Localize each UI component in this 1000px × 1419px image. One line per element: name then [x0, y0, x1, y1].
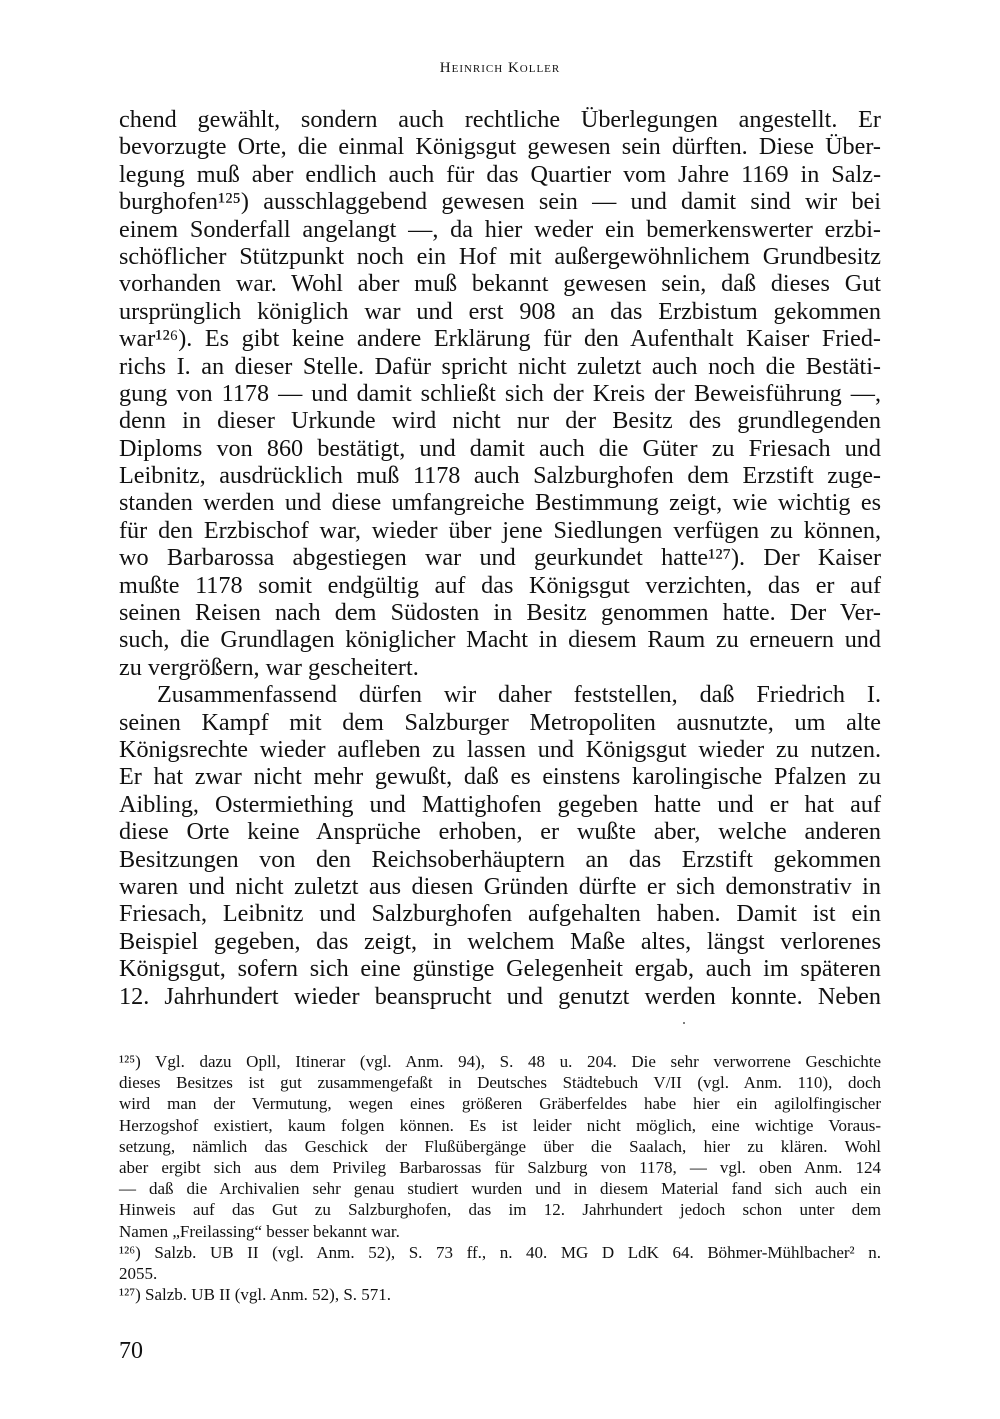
body-text: [119, 106, 881, 1010]
text-line: wo Barbarossa abgestiegen war und geurkundet hatte¹²⁷). Der Kaiser: [119, 544, 881, 572]
text-line: für den Erzbischof war, wieder über jene Siedlungen verfügen zu können,: [119, 516, 881, 544]
footnote-line: ¹²⁵) Vgl. dazu Opll, Itinerar (vgl. Anm. 94), S. 48 u. 204. Die sehr verworrene Geschichte: [119, 1052, 881, 1071]
text-line: vorhanden war. Wohl aber muß bekannt gewesen sein, daß dieses Gut: [119, 270, 881, 298]
text-line: einem Sonderfall angelangt —, da hier weder ein bemerkenswerter erzbi-: [119, 215, 881, 243]
text-line: Königsrechte wieder aufleben zu lassen und Königsgut wieder zu nutzen.: [119, 735, 881, 763]
text-line: chend gewählt, sondern auch rechtliche Überlegungen angestellt. Er: [119, 106, 881, 133]
text-line: Leibnitz, ausdrücklich muß 1178 auch Salzburghofen dem Erzstift zuge-: [119, 462, 881, 490]
text-line: denn in dieser Urkunde wird nicht nur der Besitz des grundlegenden: [119, 407, 881, 435]
text-line: Diploms von 860 bestätigt, und damit auch die Güter zu Friesach und: [119, 434, 881, 462]
footnote-line: dieses Besitzes ist gut zusammengefaßt in Deutsches Städtebuch V/II (vgl. Anm. 110), doch: [119, 1073, 881, 1093]
text-line: standen werden und diese umfangreiche Bestimmung zeigt, wie wichtig es: [119, 489, 881, 517]
footnote-line: ¹²⁶) Salzb. UB II (vgl. Anm. 52), S. 73 ff., n. 40. MG D LdK 64. Böhmer-Mühlbacher² n.: [119, 1242, 881, 1262]
text-line: seinen Reisen nach dem Südosten in Besitz genommen hatte. Der Ver-: [119, 599, 881, 627]
text-line: richs I. an dieser Stelle. Dafür spricht nicht zuletzt auch noch die Bestäti-: [119, 352, 881, 380]
text-line: Er hat zwar nicht mehr gewußt, daß es einstens karolingische Pfalzen zu: [119, 763, 881, 791]
footnotes: [119, 1051, 881, 1305]
text-line: war¹²⁶). Es gibt keine andere Erklärung für den Aufenthalt Kaiser Fried-: [119, 325, 881, 353]
text-line: burghofen¹²⁵) ausschlaggebend gewesen sein — und damit sind wir bei: [119, 188, 881, 216]
text-line: schöflicher Stützpunkt noch ein Hof mit außergewöhnlichem Grundbesitz: [119, 242, 881, 270]
text-line: waren und nicht zuletzt aus diesen Gründen dürfte er sich demonstrativ in: [119, 872, 881, 900]
footnote-line: ¹²⁷) Salzb. UB II (vgl. Anm. 52), S. 571.: [119, 1285, 392, 1305]
text-line: legung muß aber endlich auch für das Quartier vom Jahre 1169 in Salz-: [119, 160, 881, 188]
text-line: Zusammenfassend dürfen wir daher feststellen, daß Friedrich I.: [157, 681, 881, 709]
text-line: ursprünglich königlich war und erst 908 an das Erzbistum gekommen: [119, 297, 881, 325]
running-head: Heinrich Koller: [439, 60, 561, 76]
text-line: diese Orte keine Ansprüche erhoben, er wußte aber, welche anderen: [119, 818, 881, 846]
speck-mark: [683, 1022, 685, 1024]
text-line: mußte 1178 somit endgültig auf das Königsgut verzichten, das er auf: [119, 571, 881, 599]
text-line: 12. Jahrhundert wieder beansprucht und genutzt werden konnte. Neben: [119, 982, 881, 1010]
text-line: Beispiel gegeben, das zeigt, in welchem Maße altes, längst verlorenes: [119, 927, 881, 955]
footnote-line: Namen „Freilassing“ besser bekannt war.: [119, 1221, 400, 1241]
text-line: bevorzugte Orte, die einmal Königsgut gewesen sein dürften. Diese Über-: [119, 133, 881, 161]
footnote-line: wird man der Vermutung, wegen eines größeren Gräberfeldes habe hier ein agilolfingischer: [119, 1094, 881, 1114]
text-line: zu vergrößern, war gescheitert.: [119, 653, 419, 681]
footnote-line: aber ergibt sich aus dem Privileg Barbarossas für Salzburg von 1178, — vgl. oben Anm. 124: [119, 1157, 881, 1177]
footnote-line: setzung, nämlich das Geschick der Flußübergänge über die Saalach, hier zu klären. Wohl: [119, 1136, 881, 1156]
footnote-line: — daß die Archivalien sehr genau studiert wurden und in diesem Material fand sich auch ein: [119, 1179, 881, 1199]
text-line: seinen Kampf mit dem Salzburger Metropoliten ausnutzte, um alte: [119, 708, 881, 736]
page-number: 70: [119, 1338, 143, 1364]
text-line: Friesach, Leibnitz und Salzburghofen aufgehalten haben. Damit ist ein: [119, 900, 881, 928]
footnote-line: 2055.: [119, 1263, 158, 1283]
text-line: Aibling, Ostermiething und Mattighofen gegeben hatte und er hat auf: [119, 790, 881, 818]
footnote-line: Hinweis auf das Gut zu Salzburghofen, das im 12. Jahrhundert jedoch schon unter dem: [119, 1200, 881, 1220]
text-line: Königsgut, sofern sich eine günstige Gelegenheit ergab, auch im späteren: [119, 955, 881, 983]
text-line: such, die Grundlagen königlicher Macht in diesem Raum zu erneuern und: [119, 626, 881, 654]
footnote-line: Herzogshof existiert, kaum folgen können. Es ist leider nicht möglich, eine wichtige Voraus-: [119, 1115, 881, 1135]
text-line: gung von 1178 — und damit schließt sich der Kreis der Beweisführung —,: [119, 379, 881, 407]
text-line: Besitzungen von den Reichsoberhäuptern an das Erzstift gekommen: [119, 845, 881, 873]
